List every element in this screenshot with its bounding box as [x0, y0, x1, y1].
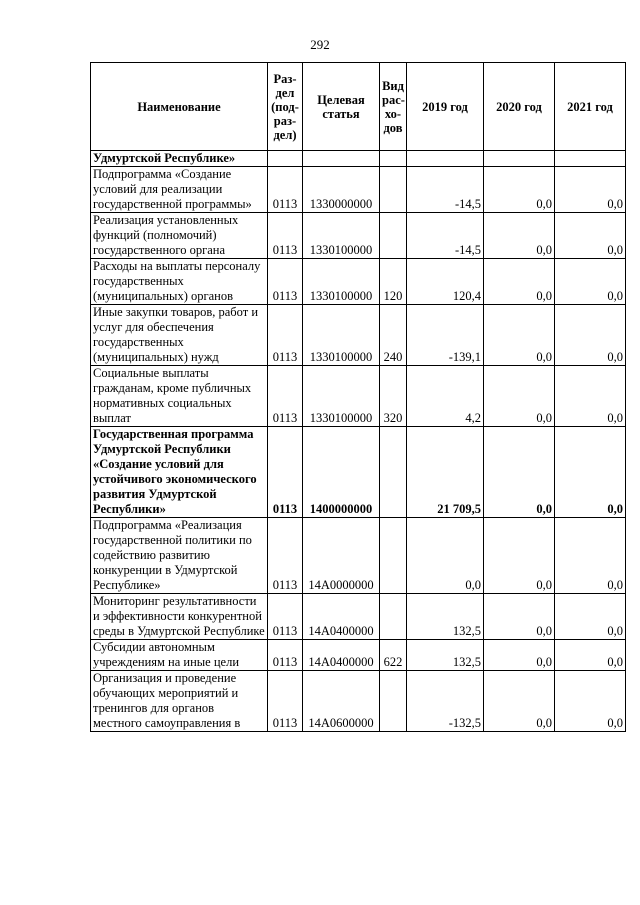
cell-expense [380, 518, 407, 594]
table-row [91, 594, 626, 640]
cell-2021: 0,0 [555, 671, 626, 732]
cell-target: 1330100000 [303, 366, 380, 427]
cell-2021: 0,0 [555, 594, 626, 640]
cell-target: 1330000000 [303, 167, 380, 213]
cell-2021 [555, 151, 626, 167]
cell-name: Реализация установленных функций (полномочий) государственного органа [91, 213, 268, 259]
cell-section: 0113 [268, 167, 303, 213]
table-row [91, 671, 626, 732]
cell-section [268, 151, 303, 167]
cell-2020: 0,0 [484, 305, 555, 366]
cell-name: Подпрограмма «Реализация государственной политики по содействию развитию конкуренции в Удмуртской Республике» [91, 518, 268, 594]
cell-2020: 0,0 [484, 640, 555, 671]
cell-2019: -14,5 [407, 167, 484, 213]
cell-2021: 0,0 [555, 259, 626, 305]
cell-expense: 240 [380, 305, 407, 366]
cell-2019: -139,1 [407, 305, 484, 366]
cell-2020: 0,0 [484, 366, 555, 427]
cell-2021: 0,0 [555, 427, 626, 518]
cell-section: 0113 [268, 594, 303, 640]
cell-2020: 0,0 [484, 427, 555, 518]
cell-2020: 0,0 [484, 594, 555, 640]
cell-expense: 320 [380, 366, 407, 427]
cell-section: 0113 [268, 427, 303, 518]
cell-2020: 0,0 [484, 259, 555, 305]
cell-name: Мониторинг результативности и эффективности конкурентной среды в Удмуртской Республике [91, 594, 268, 640]
cell-2019: 132,5 [407, 594, 484, 640]
cell-section: 0113 [268, 305, 303, 366]
header-2021: 2021 год [555, 63, 626, 151]
cell-2019: 21 709,5 [407, 427, 484, 518]
header-2020: 2020 год [484, 63, 555, 151]
cell-name: Государственная программа Удмуртской Республики «Создание условий для устойчивого экономического развития Удмуртской Республики» [91, 427, 268, 518]
cell-expense [380, 671, 407, 732]
table-row [91, 213, 626, 259]
cell-2019: 4,2 [407, 366, 484, 427]
cell-2021: 0,0 [555, 305, 626, 366]
cell-name: Организация и проведение обучающих мероприятий и тренингов для органов местного самоуправления в [91, 671, 268, 732]
cell-expense: 120 [380, 259, 407, 305]
cell-2019: 120,4 [407, 259, 484, 305]
cell-expense [380, 427, 407, 518]
cell-expense [380, 151, 407, 167]
cell-2020: 0,0 [484, 167, 555, 213]
cell-name: Расходы на выплаты персоналу государственных (муниципальных) органов [91, 259, 268, 305]
cell-2019: -14,5 [407, 213, 484, 259]
cell-expense: 622 [380, 640, 407, 671]
cell-name: Иные закупки товаров, работ и услуг для обеспечения государственных (муниципальных) нужд [91, 305, 268, 366]
cell-section: 0113 [268, 213, 303, 259]
cell-name: Удмуртской Республике» [91, 151, 268, 167]
cell-2020 [484, 151, 555, 167]
header-expense: Вид рас- хо- дов [380, 63, 407, 151]
cell-2019: 0,0 [407, 518, 484, 594]
cell-expense [380, 167, 407, 213]
cell-2021: 0,0 [555, 213, 626, 259]
cell-2019: -132,5 [407, 671, 484, 732]
budget-table [90, 62, 626, 732]
cell-section: 0113 [268, 366, 303, 427]
cell-target: 14А0600000 [303, 671, 380, 732]
table-row [91, 366, 626, 427]
cell-name: Субсидии автономным учреждениям на иные цели [91, 640, 268, 671]
table-row [91, 259, 626, 305]
cell-section: 0113 [268, 640, 303, 671]
cell-2021: 0,0 [555, 366, 626, 427]
cell-expense [380, 213, 407, 259]
header-section: Раз- дел (под- раз- дел) [268, 63, 303, 151]
cell-target: 14А0400000 [303, 640, 380, 671]
cell-2020: 0,0 [484, 518, 555, 594]
table-row [91, 167, 626, 213]
header-target: Целевая статья [303, 63, 380, 151]
header-name: Наименование [91, 63, 268, 151]
cell-section: 0113 [268, 671, 303, 732]
table-row [91, 518, 626, 594]
cell-target: 1330100000 [303, 213, 380, 259]
cell-2019 [407, 151, 484, 167]
cell-expense [380, 594, 407, 640]
table-row [91, 427, 626, 518]
cell-target [303, 151, 380, 167]
cell-target: 14А0000000 [303, 518, 380, 594]
cell-section: 0113 [268, 259, 303, 305]
cell-2021: 0,0 [555, 640, 626, 671]
table-row [91, 640, 626, 671]
cell-2021: 0,0 [555, 518, 626, 594]
table-row [91, 305, 626, 366]
cell-2020: 0,0 [484, 671, 555, 732]
cell-target: 14А0400000 [303, 594, 380, 640]
table-row [91, 151, 626, 167]
page-number: 292 [310, 37, 330, 52]
cell-target: 1330100000 [303, 305, 380, 366]
cell-target: 1330100000 [303, 259, 380, 305]
header-2019: 2019 год [407, 63, 484, 151]
cell-name: Социальные выплаты гражданам, кроме публичных нормативных социальных выплат [91, 366, 268, 427]
cell-2021: 0,0 [555, 167, 626, 213]
header-row [91, 63, 626, 151]
cell-2020: 0,0 [484, 213, 555, 259]
cell-2019: 132,5 [407, 640, 484, 671]
cell-name: Подпрограмма «Создание условий для реализации государственной программы» [91, 167, 268, 213]
cell-section: 0113 [268, 518, 303, 594]
cell-target: 1400000000 [303, 427, 380, 518]
